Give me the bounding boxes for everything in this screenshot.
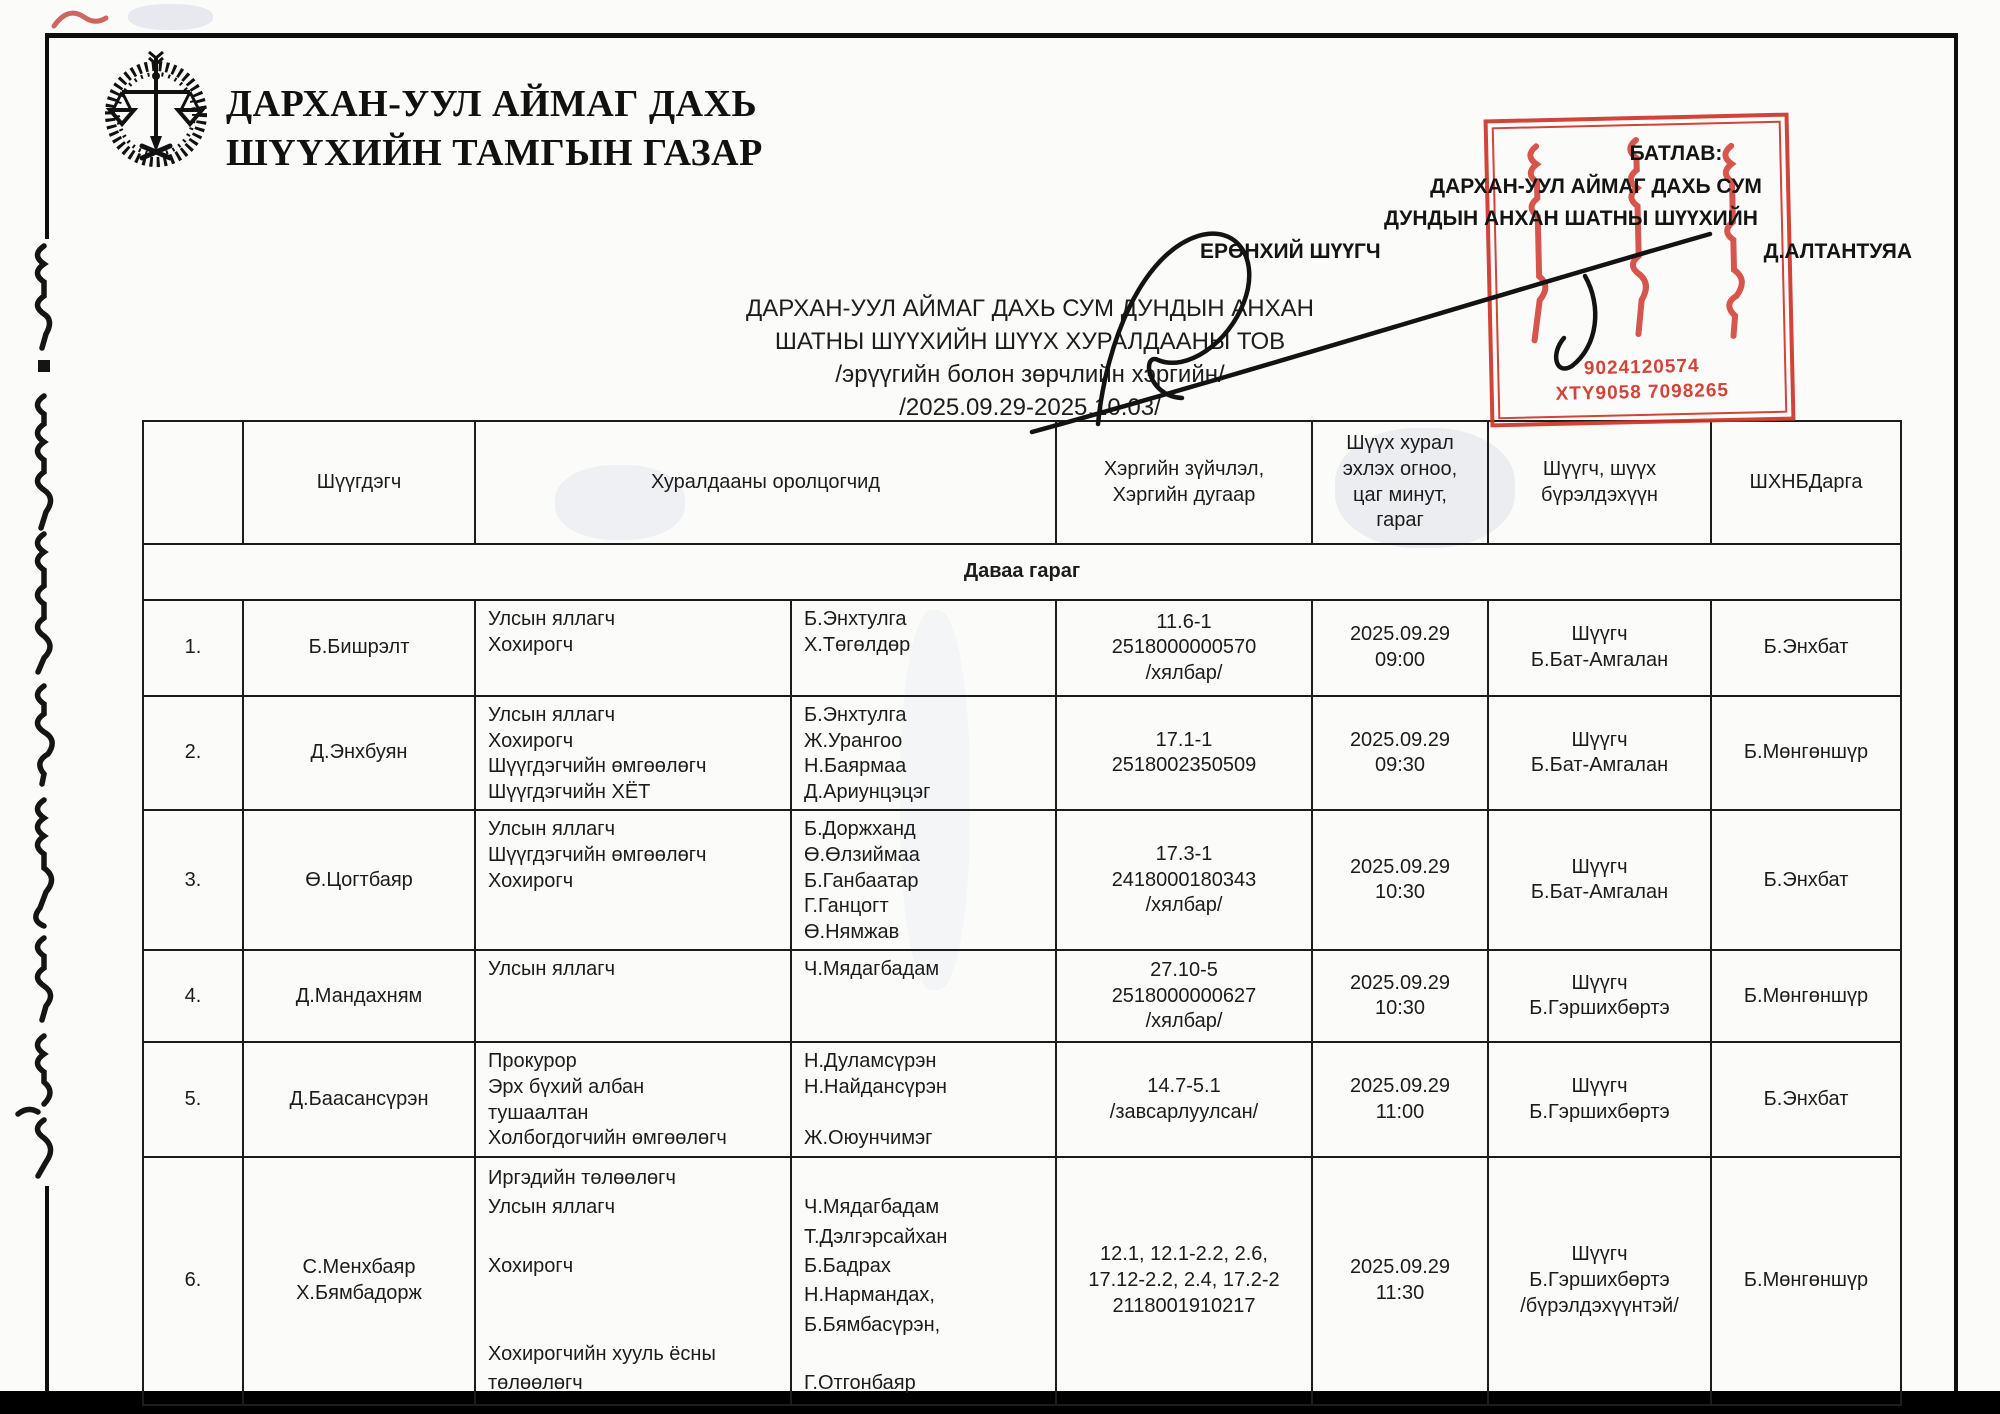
participant-names-cell: Ч.Мядагбадам xyxy=(791,950,1056,1042)
header-judge: Шүүгч, шүүх бүрэлдэхүүн xyxy=(1488,421,1711,544)
judge-cell: Шүүгч Б.Гэршихбөртэ /бүрэлдэхүүнтэй/ xyxy=(1488,1157,1711,1405)
mongolian-script-column xyxy=(4,238,78,1186)
participant-names-cell: Б.Доржханд Ө.Өлзиймаа Б.Ганбаатар Г.Ганцогт Ө.Нямжав xyxy=(791,810,1056,950)
table-row xyxy=(143,810,1901,950)
judge-cell: Шүүгч Б.Гэршихбөртэ xyxy=(1488,950,1711,1042)
row-number: 2. xyxy=(143,696,243,810)
hearing-date-cell: 2025.09.29 11:30 xyxy=(1312,1157,1488,1405)
row-number: 5. xyxy=(143,1042,243,1156)
title-line3: /эрүүгийн болон зөрчлийн хэргийн/ xyxy=(835,361,1225,389)
participant-roles-cell: Прокурор Эрх бүхий албан тушаалтан Холбогдогчийн өмгөөлөгч xyxy=(475,1042,791,1156)
chair-cell: Б.Мөнгөншүр xyxy=(1711,950,1901,1042)
header-case: Хэргийн зүйчлэл, Хэргийн дугаар xyxy=(1056,421,1312,544)
judge-cell: Шүүгч Б.Гэршихбөртэ xyxy=(1488,1042,1711,1156)
case-number-cell: 17.3-1 2418000180343 /хялбар/ xyxy=(1056,810,1312,950)
participant-names-cell: Н.Дуламсүрэн Н.Найдансүрэн Ж.Оюунчимэг xyxy=(791,1042,1056,1156)
chair-cell: Б.Энхбат xyxy=(1711,810,1901,950)
header-number xyxy=(143,421,243,544)
chair-cell: Б.Мөнгөншүр xyxy=(1711,1157,1901,1405)
court-emblem-logo xyxy=(100,48,212,168)
header-date: Шүүх хурал эхлэх огноо, цаг минут, гараг xyxy=(1312,421,1488,544)
hearing-date-cell: 2025.09.29 09:00 xyxy=(1312,600,1488,696)
case-number-cell: 14.7-5.1 /завсарлуулсан/ xyxy=(1056,1042,1312,1156)
table-row xyxy=(143,696,1901,810)
participant-roles-cell: Улсын яллагч Шүүгдэгчийн өмгөөлөгч Хохирогч xyxy=(475,810,791,950)
case-number-cell: 12.1, 12.1-2.2, 2.6, 17.12-2.2, 2.4, 17.2-2 2118001910217 xyxy=(1056,1157,1312,1405)
chair-cell: Б.Мөнгөншүр xyxy=(1711,696,1901,810)
case-number-cell: 27.10-5 2518000000627 /хялбар/ xyxy=(1056,950,1312,1042)
org-name-line1: ДАРХАН-УУЛ АЙМАГ ДАХЬ xyxy=(226,83,758,125)
org-name xyxy=(226,80,763,179)
defendant-cell: С.Менхбаяр Х.Бямбадорж xyxy=(243,1157,475,1405)
defendant-cell: Д.Мандахням xyxy=(243,950,475,1042)
row-number: 6. xyxy=(143,1157,243,1405)
approval-line1: ДАРХАН-УУЛ АЙМАГ ДАХЬ СУМ xyxy=(1430,174,1762,198)
hearing-date-cell: 2025.09.29 09:30 xyxy=(1312,696,1488,810)
participant-names-cell: Ч.Мядагбадам Т.Дэлгэрсайхан Б.Бадрах Н.Нармандах, Б.Бямбасүрэн, Г.Отгонбаяр xyxy=(791,1157,1056,1405)
day-label: Даваа гараг xyxy=(143,544,1901,600)
table-row xyxy=(143,950,1901,1042)
table-row xyxy=(143,600,1901,696)
participant-roles-cell: Улсын яллагч Хохирогч Шүүгдэгчийн өмгөөлөгч Шүүгдэгчийн ХЁТ xyxy=(475,696,791,810)
title-line1: ДАРХАН-УУЛ АЙМАГ ДАХЬ СУМ ДУНДЫН АНХАН xyxy=(746,295,1314,322)
approval-line2: ДУНДЫН АНХАН ШАТНЫ ШҮҮХИЙН xyxy=(1384,207,1758,231)
case-number-cell: 11.6-1 2518000000570 /хялбар/ xyxy=(1056,600,1312,696)
row-number: 1. xyxy=(143,600,243,696)
page-border-left-lower xyxy=(45,1186,49,1391)
title-line2: ШАТНЫ ШҮҮХИЙН ШҮҮХ ХУРАЛДААНЫ ТОВ xyxy=(774,328,1286,356)
header-defendant: Шүүгдэгч xyxy=(243,421,475,544)
hearing-date-cell: 2025.09.29 11:00 xyxy=(1312,1042,1488,1156)
judge-cell: Шүүгч Б.Бат-Амгалан xyxy=(1488,600,1711,696)
row-number: 3. xyxy=(143,810,243,950)
page-border-top xyxy=(45,33,1958,38)
chair-cell: Б.Энхбат xyxy=(1711,600,1901,696)
judge-cell: Шүүгч Б.Бат-Амгалан xyxy=(1488,810,1711,950)
signature xyxy=(1010,192,1990,457)
defendant-cell: Б.Бишрэлт xyxy=(243,600,475,696)
table-row xyxy=(143,1042,1901,1156)
scan-smudge xyxy=(128,4,213,30)
participant-names-cell: Б.Энхтулга Ж.Урангоо Н.Баярмаа Д.Ариунцэцэг xyxy=(791,696,1056,810)
defendant-cell: Д.Энхбуян xyxy=(243,696,475,810)
participant-roles-cell: Улсын яллагч Хохирогч xyxy=(475,600,791,696)
row-number: 4. xyxy=(143,950,243,1042)
case-number-cell: 17.1-1 2518002350509 xyxy=(1056,696,1312,810)
header-chair: ШХНБДарга xyxy=(1711,421,1901,544)
hearing-date-cell: 2025.09.29 10:30 xyxy=(1312,810,1488,950)
chair-cell: Б.Энхбат xyxy=(1711,1042,1901,1156)
participant-roles-cell: Улсын яллагч xyxy=(475,950,791,1042)
participant-names-cell: Б.Энхтулга Х.Төгөлдөр xyxy=(791,600,1056,696)
judge-cell: Шүүгч Б.Бат-Амгалан xyxy=(1488,696,1711,810)
table-row xyxy=(143,1157,1901,1405)
defendant-cell: Д.Баасансүрэн xyxy=(243,1042,475,1156)
page-border-left-upper xyxy=(45,33,49,239)
stamp-numbers: 9024120574 XTY9058 7098265 xyxy=(1555,355,1730,406)
approval-label: БАТЛАВ: xyxy=(1629,142,1723,165)
title-line4: /2025.09.29-2025.10.03/ xyxy=(899,394,1161,422)
defendant-cell: Ө.Цогтбаяр xyxy=(243,810,475,950)
participant-roles-cell: Иргэдийн төлөөлөгч Улсын яллагч Хохирогч Хохирогчийн хууль ёсны төлөөлөгч xyxy=(475,1157,791,1405)
hearing-schedule-table xyxy=(142,420,1902,1406)
header-participants: Хуралдааны оролцогчид xyxy=(475,421,1056,544)
org-name-line2: ШҮҮХИЙН ТАМГЫН ГАЗАР xyxy=(226,132,763,175)
approval-role: ЕРӨНХИЙ ШҮҮГЧ xyxy=(1200,239,1381,263)
red-pen-mark xyxy=(48,0,118,34)
approval-name: Д.АЛТАНТУЯА xyxy=(1763,239,1912,263)
day-row xyxy=(143,544,1901,600)
hearing-date-cell: 2025.09.29 10:30 xyxy=(1312,950,1488,1042)
